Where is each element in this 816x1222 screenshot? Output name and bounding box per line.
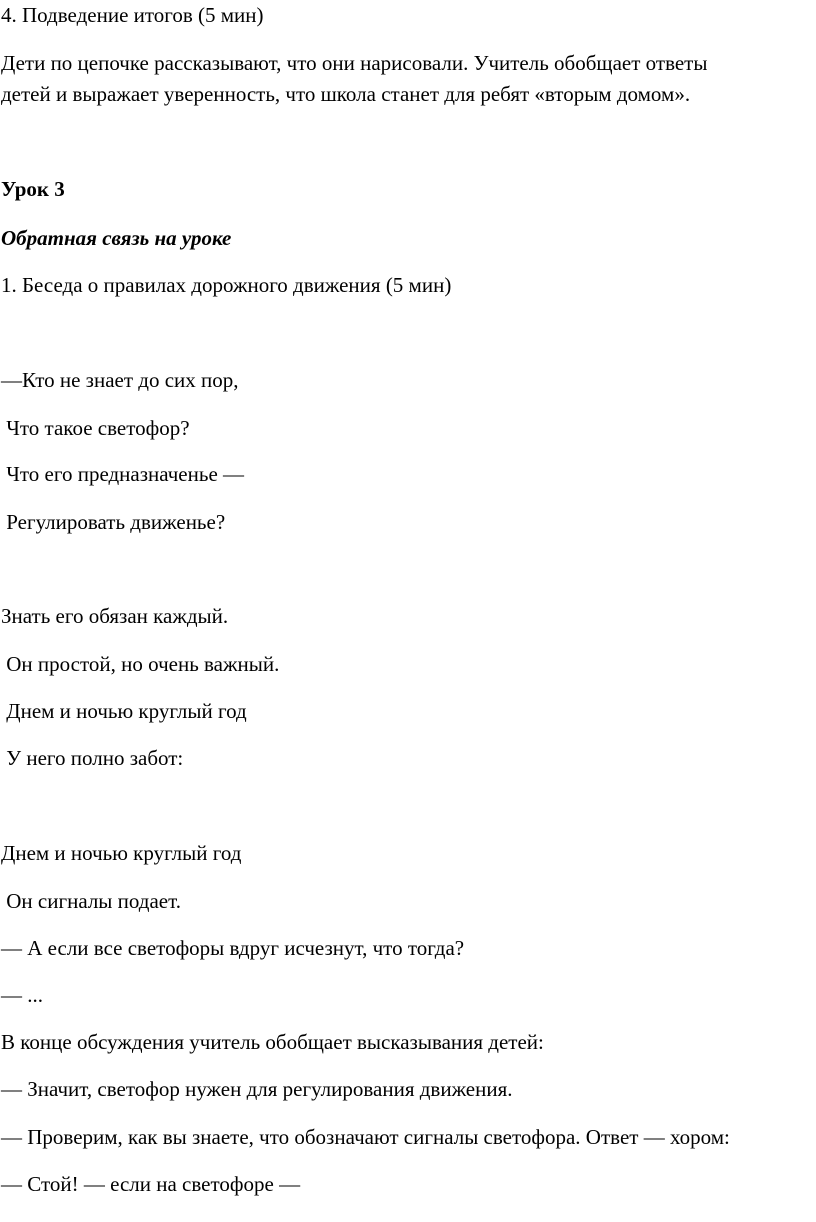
poem-line: Днем и ночью круглый год: [1, 699, 247, 723]
lesson-title: Урок 3: [1, 177, 65, 201]
dialog-line: — Проверим, как вы знаете, что обозначают сигналы светофора. Ответ — хором:: [1, 1125, 730, 1149]
poem-line: Что такое светофор?: [1, 416, 190, 440]
summary-heading: 4. Подведение итогов (5 мин): [1, 3, 264, 27]
poem-line: Он простой, но очень важный.: [1, 652, 280, 676]
dialog-line: — Стой! — если на светофоре —: [1, 1172, 301, 1196]
dialog-line: — ...: [1, 983, 43, 1007]
poem-line: Он сигналы подает.: [1, 889, 181, 913]
poem-line: Знать его обязан каждый.: [1, 604, 229, 628]
poem-line: Регулировать движенье?: [1, 510, 226, 534]
section-heading: 1. Беседа о правилах дорожного движения (5 мин): [1, 273, 452, 297]
poem-line: Что его предназначенье —: [1, 462, 245, 486]
poem-line: У него полно забот:: [1, 746, 184, 770]
poem-line: Днем и ночью круглый год: [1, 841, 242, 865]
dialog-line: — А если все светофоры вдруг исчезнут, что тогда?: [1, 936, 465, 960]
summary-paragraph-line-1: Дети по цепочке рассказывают, что они нарисовали. Учитель обобщает ответы: [1, 51, 708, 75]
dialog-line: — Значит, светофор нужен для регулирования движения.: [1, 1077, 513, 1101]
dialog-line: В конце обсуждения учитель обобщает высказывания детей:: [1, 1030, 544, 1054]
summary-paragraph-line-2: детей и выражает уверенность, что школа станет для ребят «вторым домом».: [1, 82, 691, 106]
poem-line: —Кто не знает до сих пор,: [1, 368, 239, 392]
lesson-subtitle: Обратная связь на уроке: [1, 226, 232, 250]
